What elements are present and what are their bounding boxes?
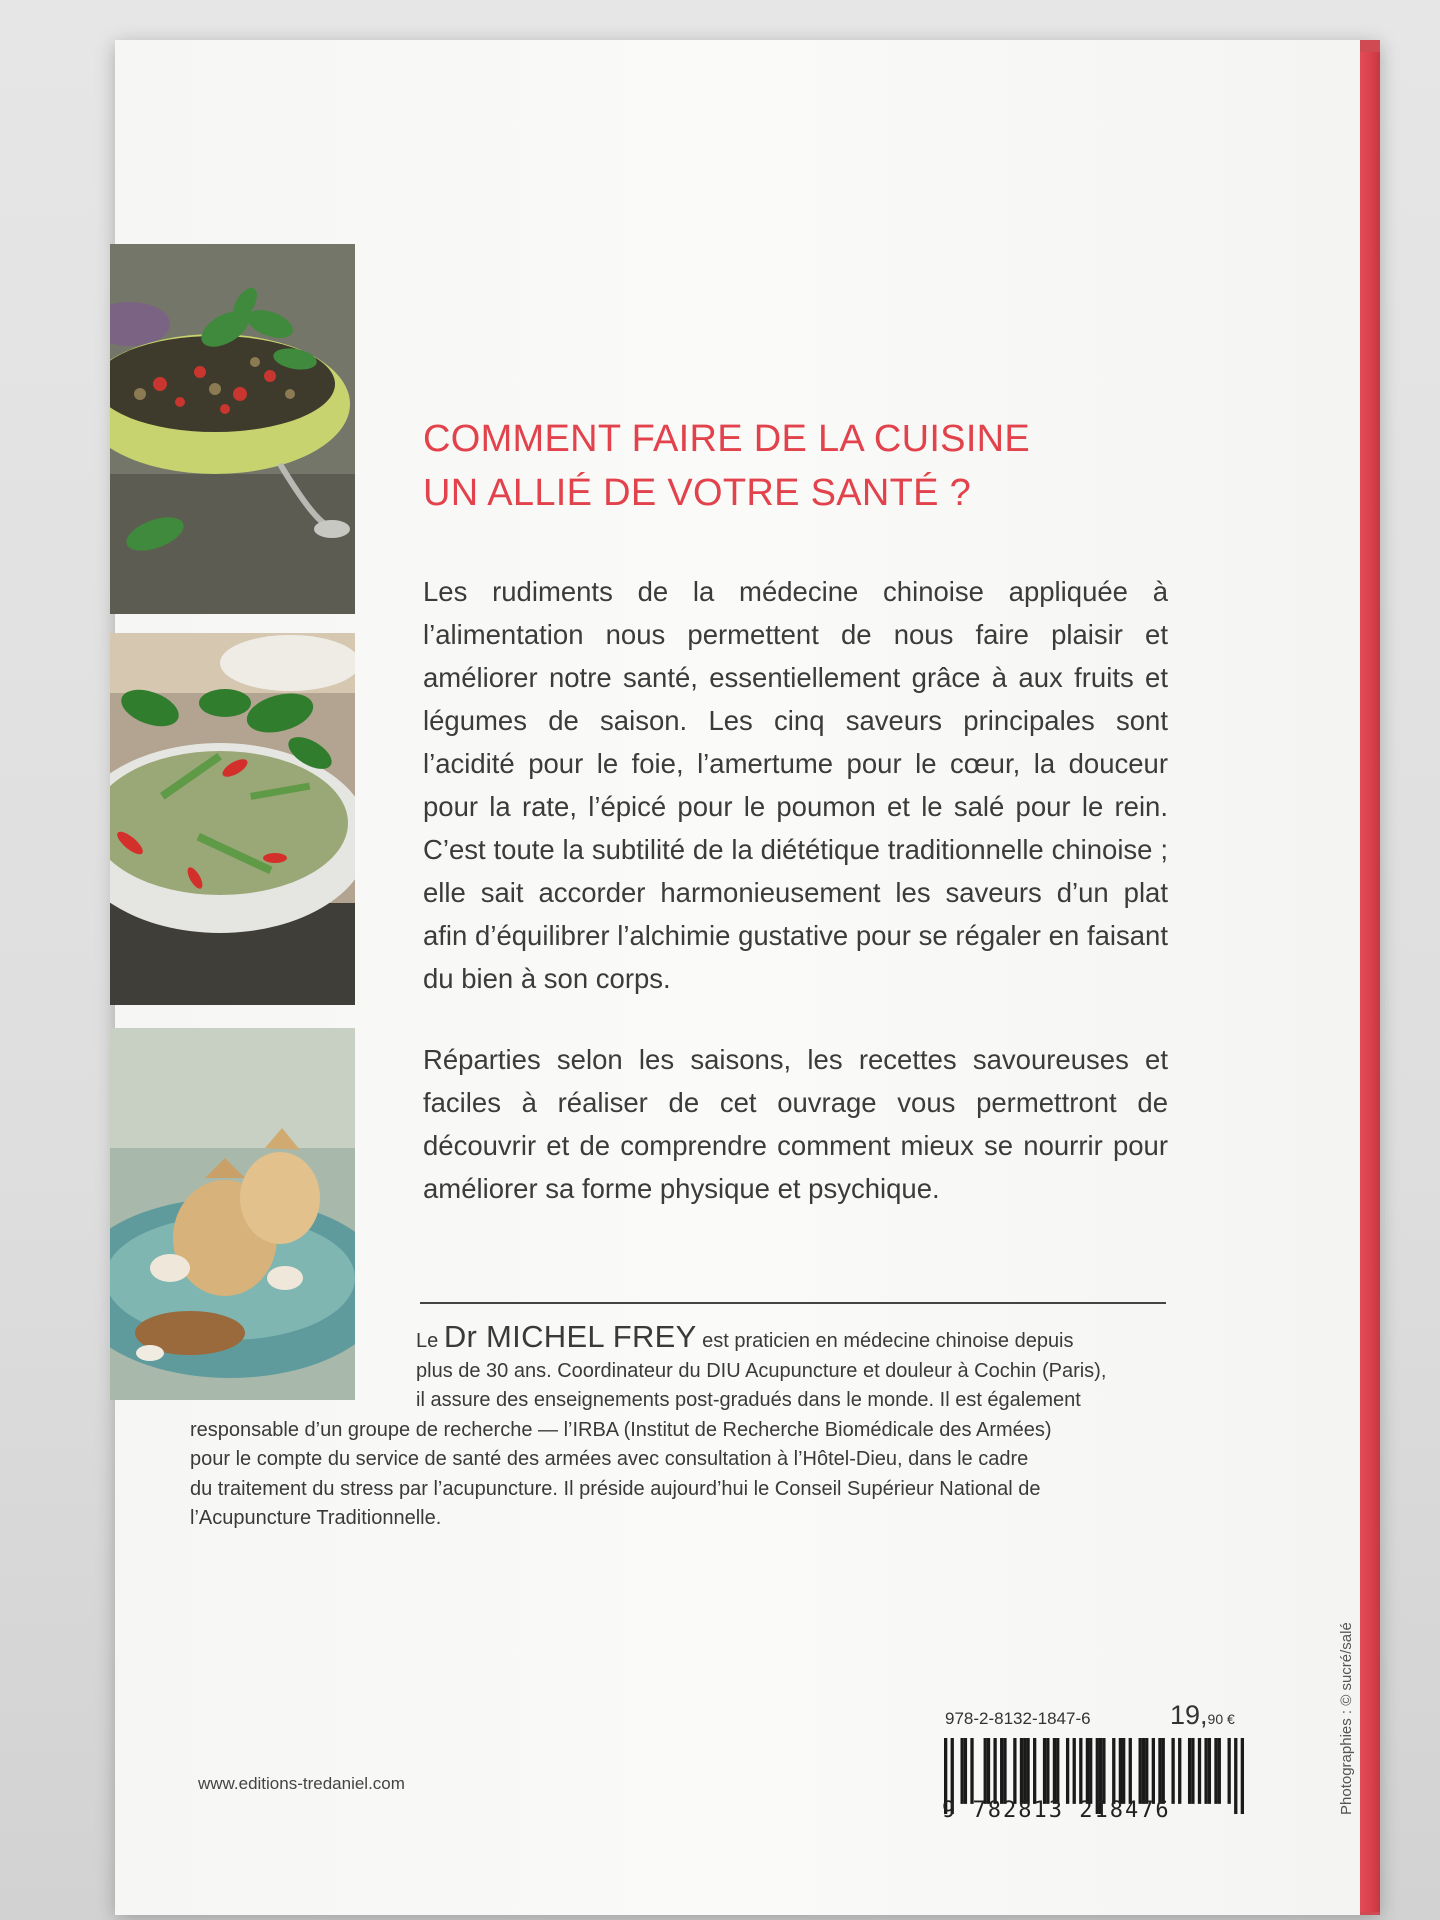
- barcode-digits: 9 782813 218476: [942, 1798, 1171, 1823]
- bio-line-4: responsable d’un groupe de recherche — l’IRBA (Institut de Recherche Biomédicale des Armées): [190, 1418, 1052, 1441]
- bio-line-7: l’Acupuncture Traditionnelle.: [190, 1507, 442, 1529]
- food-photo-salad-bowl: [110, 633, 355, 1005]
- bio-line-1-rest: est praticien en médecine chinoise depuis: [696, 1330, 1074, 1352]
- publisher-website[interactable]: www.editions-tredaniel.com: [198, 1774, 405, 1793]
- photo-credit: Photographies : © sucré/salé: [1338, 1622, 1355, 1815]
- isbn-number: 978-2-8132-1847-6: [945, 1709, 1091, 1728]
- bio-line-2: plus de 30 ans. Coordinateur du DIU Acupuncture et douleur à Cochin (Paris),: [416, 1359, 1107, 1382]
- description-paragraph-2: Réparties selon les saisons, les recettes savoureuses et faciles à réaliser de cet ouvrage vous permettront de découvrir et de comprendre comment mieux se nourrir pour améliorer sa forme physique et psychique.: [423, 1044, 1168, 1204]
- price-main: 19,: [1170, 1700, 1208, 1730]
- author-name: Dr MICHEL FREY: [443, 1319, 697, 1354]
- bio-line-1: [190, 1319, 1248, 1357]
- price-cents: 90 €: [1207, 1711, 1235, 1727]
- headline-line-1: COMMENT FAIRE DE LA CUISINE: [423, 418, 1031, 460]
- red-spine-edge: [1360, 52, 1380, 1912]
- bio-line-6: du traitement du stress par l’acupuncture. Il préside aujourd’hui le Conseil Supérieur National de: [190, 1477, 1041, 1500]
- price: [1170, 1700, 1235, 1731]
- headline-line-2: UN ALLIÉ DE VOTRE SANTÉ ?: [423, 472, 972, 514]
- description-paragraph-1: Les rudiments de la médecine chinoise appliquée à l’alimentation nous permettent de nous faire plaisir et améliorer notre santé, essentiellement grâce à aux fruits et légumes de saison. Les cinq saveurs principales sont l’acidité pour le foie, l’amertume pour le cœur, la douceur pour la rate, l’épicé pour le poumon et le salé pour le rein. C’est toute la subtilité de la diététique traditionnelle chinoise ; elle sait accorder harmonieusement les saveurs d’un plat afin d’équilibrer l’alchimie gustative pour se régaler en faisant du bien à son corps.: [423, 576, 1168, 994]
- bio-line-5: pour le compte du service de santé des armées avec consultation à l’Hôtel-Dieu, dans le cadre: [190, 1448, 1029, 1470]
- section-divider: [420, 1302, 1166, 1304]
- bio-prefix: Le: [416, 1330, 444, 1352]
- headline: [423, 412, 1203, 520]
- bio-line-3: il assure des enseignements post-gradués dans le monde. Il est également: [416, 1389, 1081, 1411]
- author-bio: [190, 1319, 1248, 1534]
- food-photo-bowl-vegetables: [110, 244, 355, 614]
